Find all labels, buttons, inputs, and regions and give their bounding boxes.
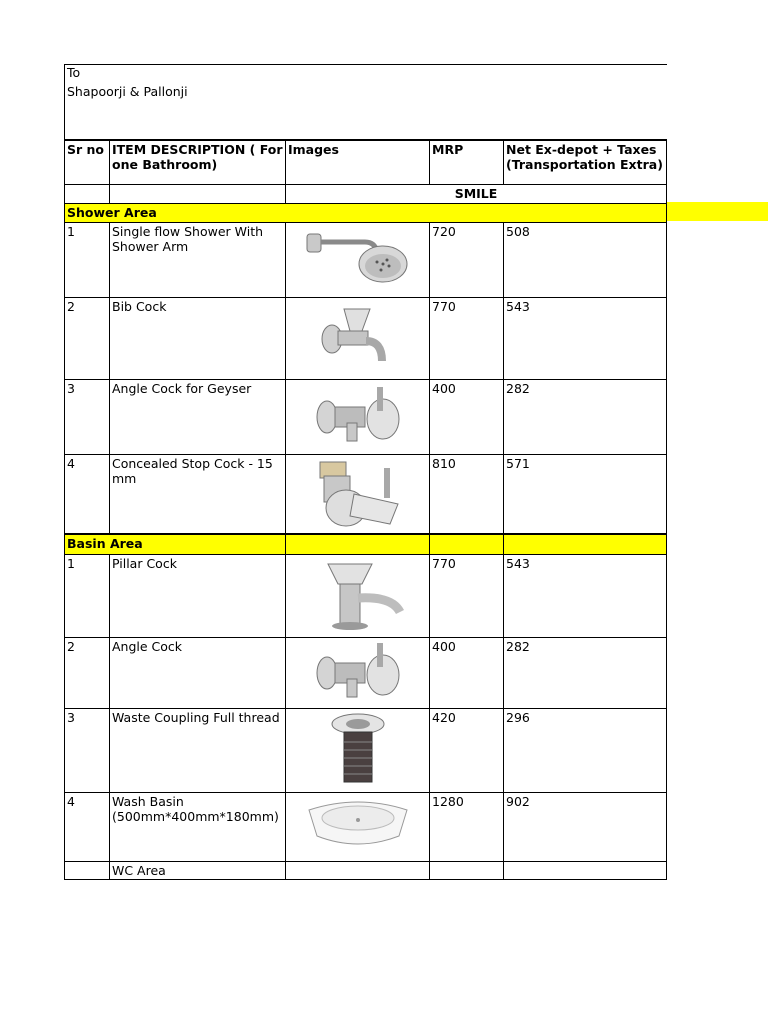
angle-cock-icon [313,383,403,449]
cell-net: 571 [504,454,667,534]
brand-label: SMILE [286,184,667,203]
table-row [65,638,667,709]
wash-basin-icon [303,796,413,852]
table-row [65,222,667,297]
cell-mrp: 1280 [430,793,504,862]
table-row [65,379,667,454]
cell-net: 282 [504,638,667,709]
header-net-price: Net Ex-depot + Taxes (Transportation Extra) [504,140,667,184]
price-table [64,139,667,880]
table-row [65,555,667,638]
shower-icon [303,226,413,292]
cell-sr: 4 [65,454,110,534]
stop-cock-icon [310,458,406,532]
section-label-shower: Shower Area [65,203,667,222]
table-row [65,709,667,793]
shower-area-highlight-extension [666,202,768,221]
header-item-description: ITEM DESCRIPTION ( For one Bathroom) [110,140,286,184]
cell-net: 543 [504,297,667,379]
cell-desc: Bib Cock [110,297,286,379]
cell-mrp: 770 [430,297,504,379]
cell-image [286,379,430,454]
cell-desc: Wash Basin (500mm*400mm*180mm) [110,793,286,862]
address-to: To [67,65,81,80]
cell-mrp: 810 [430,454,504,534]
cell-net: 543 [504,555,667,638]
angle-cock-icon [313,641,403,703]
cell-desc: Concealed Stop Cock - 15 mm [110,454,286,534]
cell-sr: 2 [65,297,110,379]
cell-image [286,555,430,638]
section-row-wc [65,862,667,880]
cell-desc: Waste Coupling Full thread [110,709,286,793]
cell-net: 508 [504,222,667,297]
cell-net: 282 [504,379,667,454]
cell-mrp: 400 [430,638,504,709]
section-label-wc: WC Area [110,862,286,880]
cell-sr: 3 [65,379,110,454]
brand-row [65,184,667,203]
cell-sr: 3 [65,709,110,793]
cell-sr: 2 [65,638,110,709]
header-mrp: MRP [430,140,504,184]
cell-image [286,638,430,709]
cell-sr: 1 [65,222,110,297]
pillar-cock-icon [308,558,408,632]
cell-desc: Single flow Shower With Shower Arm [110,222,286,297]
table-row [65,297,667,379]
cell-net: 902 [504,793,667,862]
cell-mrp: 720 [430,222,504,297]
cell-image [286,297,430,379]
section-label-basin: Basin Area [65,534,286,555]
table-row [65,793,667,862]
address-company: Shapoorji & Pallonji [67,84,188,99]
cell-mrp: 400 [430,379,504,454]
cell-image [286,454,430,534]
cell-image [286,222,430,297]
cell-image [286,793,430,862]
cell-desc: Pillar Cock [110,555,286,638]
cell-mrp: 420 [430,709,504,793]
bib-cock-icon [318,301,398,375]
table-header-row [65,140,667,184]
cell-sr: 1 [65,555,110,638]
address-block [64,64,667,141]
cell-sr: 4 [65,793,110,862]
section-row-shower [65,203,667,222]
header-images: Images [286,140,430,184]
table-row [65,454,667,534]
waste-coupling-icon [328,712,388,788]
cell-desc: Angle Cock for Geyser [110,379,286,454]
cell-net: 296 [504,709,667,793]
header-sr-no: Sr no [65,140,110,184]
cell-desc: Angle Cock [110,638,286,709]
section-row-basin [65,534,667,555]
cell-image [286,709,430,793]
cell-mrp: 770 [430,555,504,638]
